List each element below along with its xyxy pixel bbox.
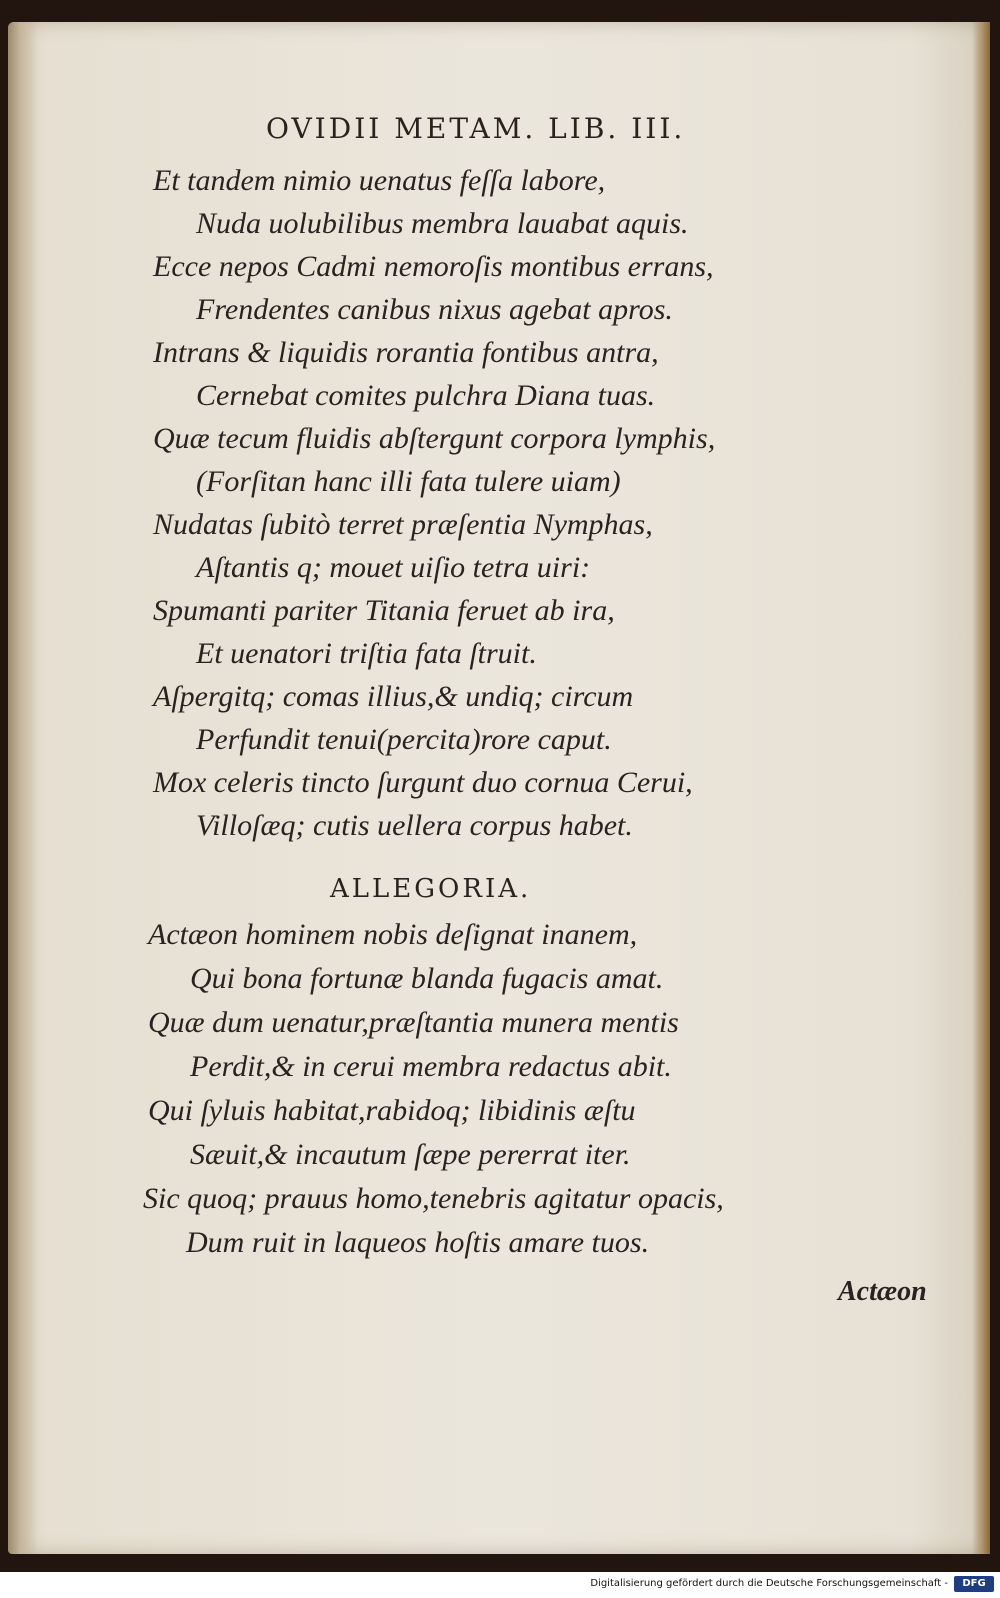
verse-line: Nuda uolubilibus membra lauabat aquis.	[196, 207, 689, 240]
allegoria-verse-line: Qui ſyluis habitat,rabidoq; libidinis æſtu	[148, 1094, 636, 1127]
verse-line: Frendentes canibus nixus agebat apros.	[196, 293, 673, 326]
verse-line: Aſtantis q; mouet uiſio tetra uiri:	[196, 551, 591, 584]
verse-line: Aſpergitq; comas illius,& undiq; circum	[153, 680, 634, 713]
digitization-footer	[0, 1572, 1000, 1598]
dfg-logo: DFG	[954, 1576, 994, 1592]
verse-line: Spumanti pariter Titania feruet ab ira,	[153, 594, 615, 627]
page-gutter-edge	[8, 22, 38, 1554]
section-heading-allegoria: ALLEGORIA.	[330, 874, 532, 904]
allegoria-verse-line: Perdit,& in cerui membra redactus abit.	[190, 1050, 672, 1083]
verse-line: Mox celeris tincto ſurgunt duo cornua Cerui,	[153, 766, 693, 799]
allegoria-verse-line: Quæ dum uenatur,præſtantia munera mentis	[148, 1006, 679, 1039]
verse-line: Perfundit tenui(percita)rore caput.	[196, 723, 612, 756]
verse-line: Villoſæq; cutis uellera corpus habet.	[196, 809, 633, 842]
verse-line: Cernebat comites pulchra Diana tuas.	[196, 379, 656, 412]
catchword: Actæon	[838, 1276, 927, 1307]
allegoria-verse-line: Actæon hominem nobis deſignat inanem,	[148, 918, 638, 951]
allegoria-verse-line: Dum ruit in laqueos hoſtis amare tuos.	[186, 1226, 650, 1259]
verse-line: (Forſitan hanc illi fata tulere uiam)	[196, 465, 621, 498]
verse-line: Ecce nepos Cadmi nemoroſis montibus errans,	[153, 250, 714, 283]
verse-line: Intrans & liquidis rorantia fontibus antra,	[153, 336, 659, 369]
verse-line: Et tandem nimio uenatus feſſa labore,	[153, 164, 606, 197]
verse-line: Nudatas ſubitò terret præſentia Nymphas,	[153, 508, 653, 541]
allegoria-verse-line: Sæuit,& incautum ſæpe pererrat iter.	[190, 1138, 631, 1171]
funding-credit: Digitalisierung gefördert durch die Deutsche Forschungsgemeinschaft -	[590, 1578, 948, 1589]
page-fore-edge	[972, 22, 990, 1554]
allegoria-verse-line: Sic quoq; prauus homo,tenebris agitatur opacis,	[143, 1182, 724, 1215]
verse-line: Et uenatori triſtia fata ſtruit.	[196, 637, 537, 670]
running-title: OVIDII METAM. LIB. III.	[266, 112, 686, 145]
verse-line: Quæ tecum fluidis abſtergunt corpora lymphis,	[153, 422, 716, 455]
allegoria-verse-line: Qui bona fortunæ blanda fugacis amat.	[190, 962, 664, 995]
